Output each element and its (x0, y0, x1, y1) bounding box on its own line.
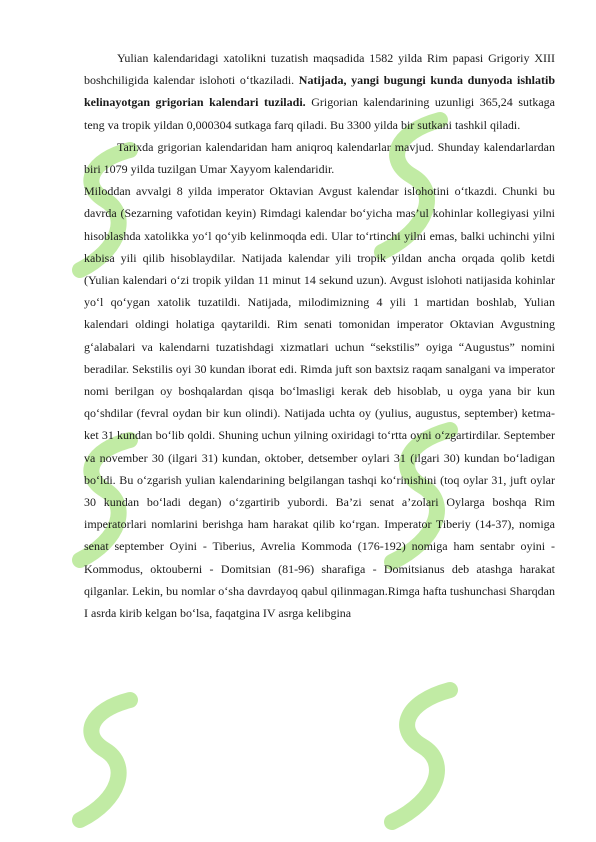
paragraph-1-text-a: Yulian kalendaridagi xatolikni tuzatish maqsadida 1582 yilda Rim papasi Grigoriy XIII boshchiligida kalendar islohoti o‘tkaziladi. (84, 51, 555, 88)
paragraph-2: Tarixda grigorian kalendaridan ham aniqroq kalendarlar mavjud. Shunday kalendarlardan biri 1079 yilda tuzilgan Umar Xayyom kalendaridir. (84, 139, 555, 177)
paragraph-1-bold: Natijada, yangi bugungi kunda dunyoda ishlatib kelinayotgan grigorian kalendari tuziladi. (84, 73, 555, 110)
watermark-logo-right-bottom (370, 680, 470, 840)
paragraph-3: Miloddan avvalgi 8 yilda imperator Oktavian Avgust kalendar islohotini o‘tkazdi. Chunki bu davrda (Sezarning vafotidan keyin) Rimdagi kalendar bo‘yicha mas’ul kohinlar kollegiyasi yilni hisoblashda xatolikka yo‘l qo‘yib kelinmoqda edi. Ular to‘rtinchi yilni emas, balki uchinchi yilni kabisa yili qilib hisoblaydilar. Natijada kalendar yili tropik yildan ancha orqada qolib ketdi (Yulian kalendari o‘zi tropik yildan 11 minut 14 sekund uzun). Avgust islohoti natijasida kohinlar yo‘l qo‘ygan xatolik tuzatildi. Natijada, milodimizning 4 yili 1 martidan boshlab, Yulian kalendari oldingi holatiga qaytarildi. Rim senati tomonidan imperator Oktavian Avgustning g‘alabalari va kalendarni tuzatishdagi xizmatlari uchun “sekstilis” oyiga “Augustus” nomini beradilar. Sekstilis oyi 30 kundan iborat edi. Rimda juft son baxtsiz raqam sanalgani va imperator nomi berilgan oy boshqalardan qisqa bo‘lmasligi kerak deb hisoblab, u oyga yana bir kun qo‘shdilar (fevral oydan bir kun olindi). Natijada uchta oy (yulius, augustus, september) ketma-ket 31 kundan bo‘lib qoldi. Shuning uchun yilning oxiridagi to‘rtta oyni o‘zgartirdilar. September va november 30 (ilgari 31) kundan, oktober, detsember oylari 31 (ilgari 30) kundan bo‘ladigan bo‘ldi. Bu o‘zgarish yulian kalendarining belgilangan tashqi ko‘rinishini (toq oylar 31, juft oylar 30 kundan bo‘ladi degan) o‘zgartirib yubordi. Ba’zi senat a’zolari Oylarga boshqa Rim imperatorlari nomlarini berishga ham harakat qilib ko‘rgan. Imperator Tiberiy (14-37), nomiga senat september Oyini - Tiberius, Avrelia Kommoda (176-192) nomiga ham sentabr oyini - Kommodus, oktouberni - Domitsian (81-96) sharafiga - Domitsianus deb atashga harakat qilganlar. Lekin, bu nomlar o‘sha davrdayoq qabul qilinmagan.Rimga hafta tushunchasi Sharqdan I asrda kirib kelgan bo‘lsa, faqatgina IV asrga kelibgina (84, 184, 555, 621)
paragraph-1 (84, 47, 555, 136)
watermark-logo-left-bottom (60, 690, 150, 840)
document-body (84, 47, 555, 624)
paragraph-1-text-b: Grigorian kalendarining uzunligi 365,24 sutkaga teng va tropik yildan 0,000304 sutkaga farq qiladi. Bu 3300 yilda bir sutkani tashkil qiladi. (84, 95, 555, 132)
